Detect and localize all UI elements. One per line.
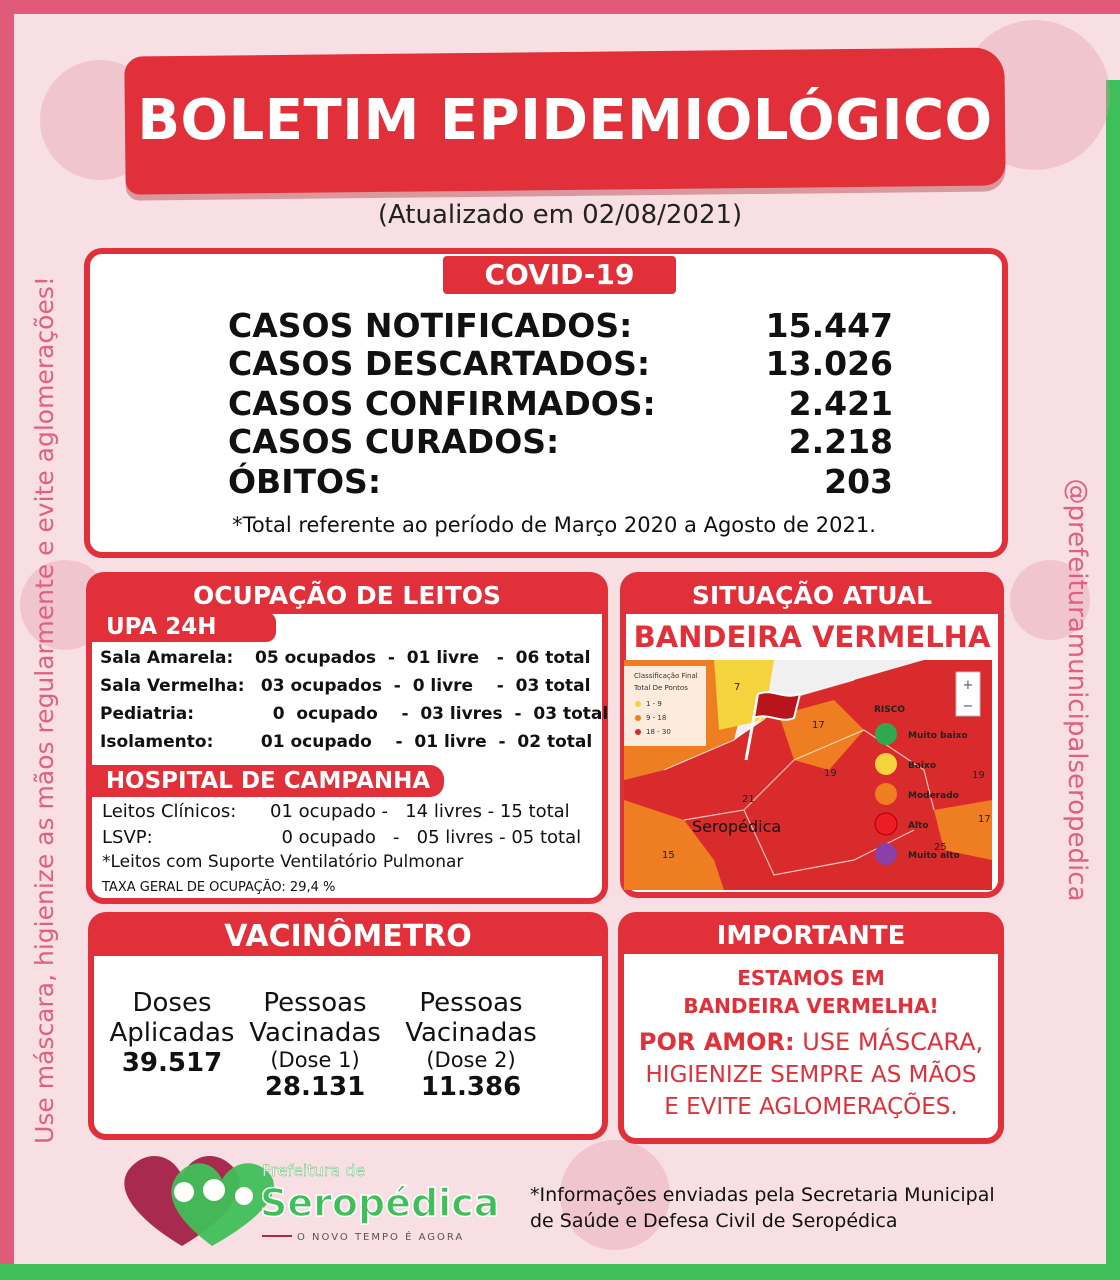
zoom-out-button[interactable]: − bbox=[962, 699, 974, 714]
red-flag-icon bbox=[754, 692, 800, 719]
frame-top-border bbox=[0, 0, 1120, 14]
footer-source-note bbox=[530, 1182, 1090, 1234]
occupancy-rate: TAXA GERAL DE OCUPAÇÃO: 29,4 % bbox=[102, 880, 336, 895]
risk-dot-green bbox=[875, 723, 897, 745]
important-line: BANDEIRA VERMELHA! bbox=[683, 994, 939, 1018]
stat-label: ÓBITOS: bbox=[228, 462, 382, 501]
vaccine-label: Pessoas bbox=[419, 988, 523, 1018]
legend-dot-yellow bbox=[635, 701, 641, 707]
vaccine-label: Vacinadas bbox=[249, 1018, 381, 1048]
important-text: USE MÁSCARA, bbox=[794, 1028, 984, 1056]
legend-dot-red bbox=[635, 729, 641, 735]
stat-label: CASOS CURADOS: bbox=[228, 422, 560, 461]
risk-level: Moderado bbox=[908, 791, 959, 801]
covid-tab: COVID-19 bbox=[443, 256, 676, 294]
risk-level: Alto bbox=[908, 821, 929, 831]
bed-label: Isolamento: bbox=[100, 732, 214, 752]
ventilator-note: *Leitos com Suporte Ventilatório Pulmonar bbox=[102, 852, 464, 872]
map-legend-subtitle: Total De Pontos bbox=[634, 684, 688, 692]
map-number: 17 bbox=[812, 720, 825, 731]
side-message-left: Use máscara, higienize as mãos regularmente e evite aglomerações! bbox=[30, 276, 59, 1144]
stat-row bbox=[228, 462, 893, 502]
map-number: 17 bbox=[978, 814, 991, 825]
bed-label: Sala Amarela: bbox=[100, 648, 234, 668]
legend-item: 9 - 18 bbox=[646, 714, 667, 722]
bed-label: Sala Vermelha: bbox=[100, 676, 245, 696]
important-line: E EVITE AGLOMERAÇÕES. bbox=[664, 1094, 958, 1120]
important-line bbox=[618, 1028, 1004, 1056]
stat-value: 2.218 bbox=[788, 422, 893, 461]
map-number: 19 bbox=[824, 768, 837, 779]
stat-value: 13.026 bbox=[765, 344, 893, 383]
vaccine-title: VACINÔMETRO bbox=[94, 918, 602, 956]
hospital-label: Leitos Clínicos: bbox=[102, 801, 237, 822]
important-bold: POR AMOR: bbox=[638, 1028, 795, 1056]
logo-prefix: Prefeitura de bbox=[262, 1161, 366, 1180]
map-number: 7 bbox=[734, 682, 741, 693]
risk-map bbox=[624, 660, 992, 890]
upa-tab: UPA 24H bbox=[92, 612, 276, 642]
updated-date: (Atualizado em 02/08/2021) bbox=[377, 200, 743, 230]
bed-label: Pediatria: bbox=[100, 704, 195, 724]
stat-label: CASOS DESCARTADOS: bbox=[228, 344, 651, 383]
vaccine-label: Vacinadas bbox=[405, 1018, 537, 1048]
hospital-value: 01 ocupado - 14 livres - 15 total bbox=[270, 801, 570, 822]
risk-dot-red bbox=[875, 813, 897, 835]
stat-value: 2.421 bbox=[788, 384, 893, 423]
doses-applied-column bbox=[102, 988, 242, 1078]
red-flag-title: BANDEIRA VERMELHA bbox=[633, 620, 991, 654]
dose1-value: 28.131 bbox=[264, 1072, 366, 1102]
risk-level: Muito alto bbox=[908, 851, 960, 861]
important-line: HIGIENIZE SEMPRE AS MÃOS bbox=[645, 1062, 977, 1088]
current-situation-title: SITUAÇÃO ATUAL bbox=[626, 578, 998, 614]
legend-item: 1 - 9 bbox=[646, 700, 662, 708]
bed-value: 0 ocupado - 03 livres - 03 total bbox=[255, 704, 609, 724]
doses-applied-value: 39.517 bbox=[121, 1048, 223, 1078]
risk-level: Baixo bbox=[908, 761, 937, 771]
map-number: 25 bbox=[934, 842, 947, 853]
dose2-value: 11.386 bbox=[420, 1072, 522, 1102]
dose2-column bbox=[396, 988, 546, 1102]
hospital-label: LSVP: bbox=[102, 827, 153, 848]
logo-person-icon bbox=[235, 1187, 253, 1205]
stat-value: 203 bbox=[824, 462, 893, 501]
vaccine-label: Doses bbox=[132, 988, 212, 1018]
map-number: 19 bbox=[972, 770, 985, 781]
social-handle: @prefeituramunicipalseropedica bbox=[1062, 478, 1092, 902]
logo-person-icon bbox=[203, 1179, 225, 1201]
bed-value: 03 ocupados - 0 livre - 03 total bbox=[255, 676, 591, 696]
map-number: 15 bbox=[662, 850, 675, 861]
vaccine-label: Pessoas bbox=[263, 988, 367, 1018]
risk-dot-purple bbox=[875, 843, 897, 865]
vaccine-dose-label: (Dose 2) bbox=[426, 1048, 516, 1072]
map-number: 21 bbox=[742, 794, 755, 805]
footer-note-line: de Saúde e Defesa Civil de Seropédica bbox=[530, 1210, 898, 1232]
seropedica-logo bbox=[112, 1146, 512, 1252]
legend-dot-orange bbox=[635, 715, 641, 721]
map-legend-title: Classificação Final bbox=[634, 672, 698, 680]
important-title: IMPORTANTE bbox=[624, 918, 998, 954]
stat-label: CASOS CONFIRMADOS: bbox=[228, 384, 656, 423]
logo-name: Seropédica bbox=[260, 1181, 500, 1225]
important-line: ESTAMOS EM bbox=[737, 966, 885, 990]
stat-row bbox=[228, 344, 893, 384]
risk-dot-yellow bbox=[875, 753, 897, 775]
stat-row bbox=[228, 384, 893, 424]
footer-note-line: *Informações enviadas pela Secretaria Municipal bbox=[530, 1184, 995, 1206]
vaccine-label: Aplicadas bbox=[109, 1018, 235, 1048]
beds-title: OCUPAÇÃO DE LEITOS bbox=[92, 578, 602, 614]
bed-value: 05 ocupados - 01 livre - 06 total bbox=[255, 648, 591, 668]
stat-row bbox=[228, 306, 893, 346]
stat-label: CASOS NOTIFICADOS: bbox=[228, 306, 633, 345]
frame-bottom-border bbox=[0, 1264, 1120, 1280]
dose1-column bbox=[240, 988, 390, 1102]
page-title: BOLETIM EPIDEMIOLÓGICO bbox=[137, 88, 993, 153]
vaccine-dose-label: (Dose 1) bbox=[270, 1048, 360, 1072]
risk-title: RISCO bbox=[874, 705, 906, 715]
map-city-label: Seropédica bbox=[692, 817, 782, 836]
zoom-in-button[interactable]: + bbox=[962, 678, 974, 693]
stat-row bbox=[228, 422, 893, 462]
logo-person-icon bbox=[174, 1182, 194, 1202]
stat-value: 15.447 bbox=[765, 306, 893, 345]
legend-item: 18 - 30 bbox=[646, 728, 671, 736]
hospital-value: 0 ocupado - 05 livres - 05 total bbox=[270, 827, 582, 848]
covid-period-note: *Total referente ao período de Março 2020 a Agosto de 2021. bbox=[232, 513, 876, 537]
risk-level: Muito baixo bbox=[908, 731, 968, 741]
frame-right-border bbox=[1106, 80, 1120, 1280]
bed-value: 01 ocupado - 01 livre - 02 total bbox=[255, 732, 593, 752]
frame-left-border bbox=[0, 0, 14, 1280]
campaign-hospital-tab: HOSPITAL DE CAMPANHA bbox=[92, 765, 444, 797]
risk-dot-orange bbox=[875, 783, 897, 805]
logo-slogan: O NOVO TEMPO É AGORA bbox=[297, 1232, 465, 1243]
